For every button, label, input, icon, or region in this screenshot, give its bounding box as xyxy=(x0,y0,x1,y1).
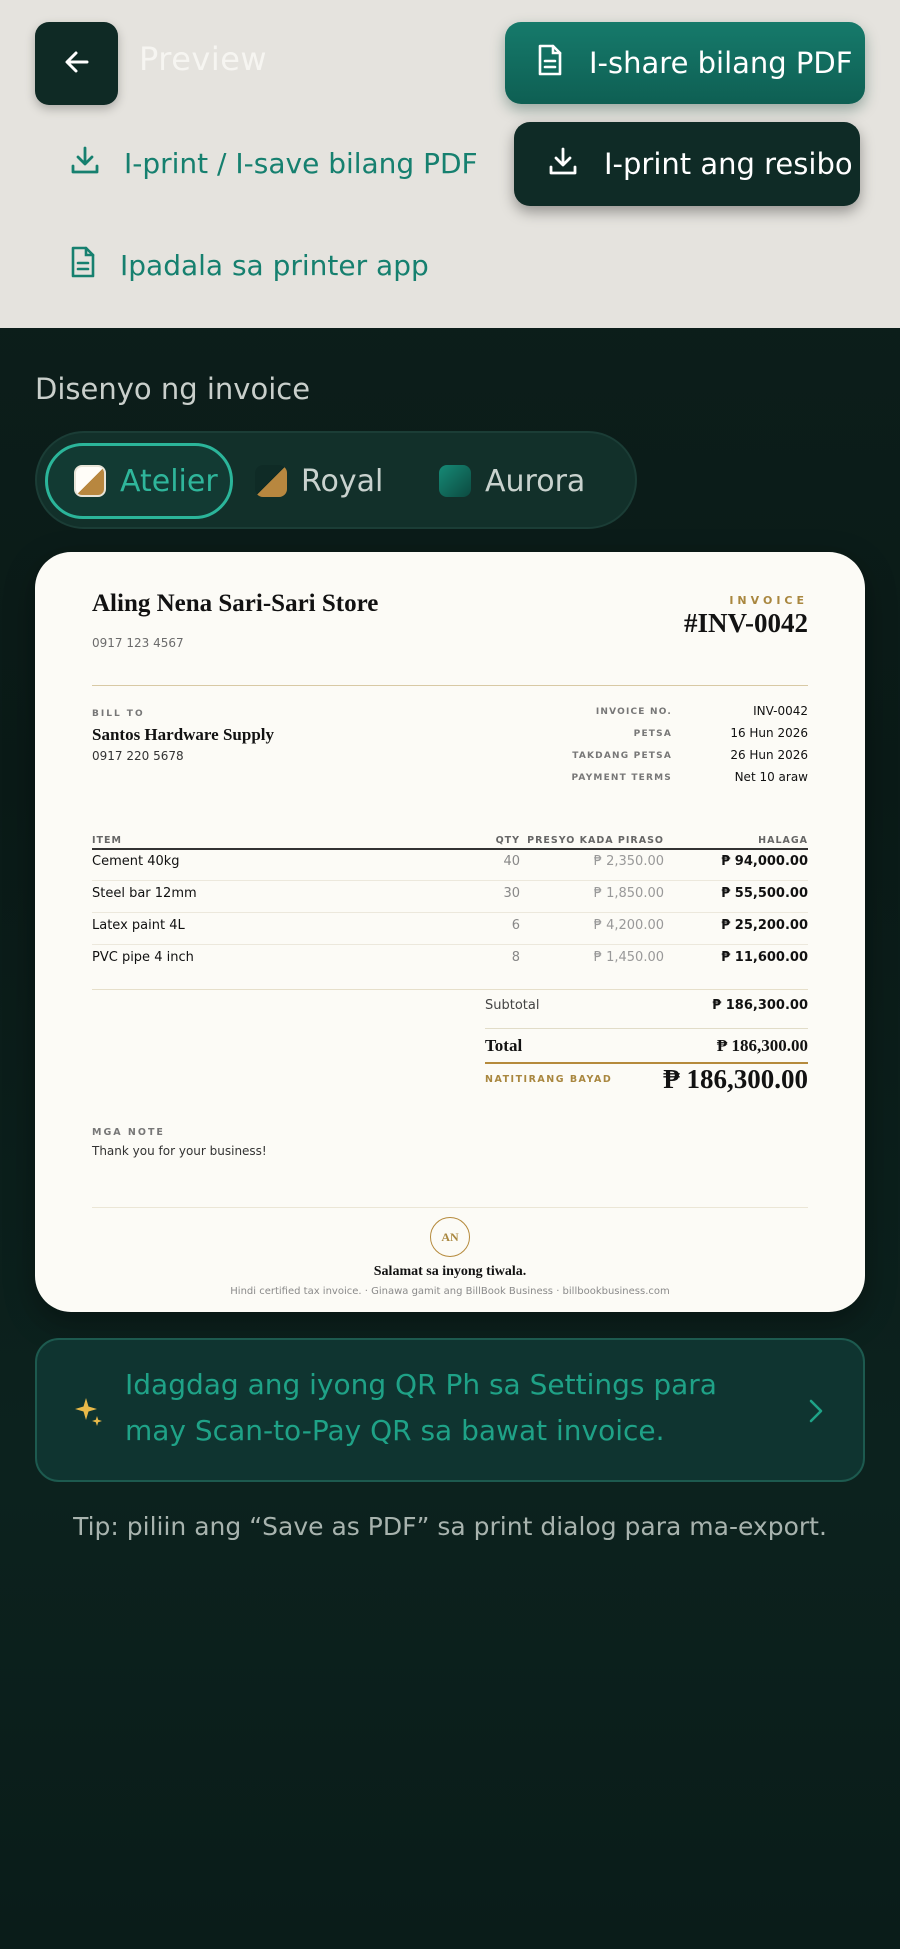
bill-to-name: Santos Hardware Supply xyxy=(92,725,275,744)
share-pdf-label: I-share bilang PDF xyxy=(589,46,853,80)
meta-value: 16 Hun 2026 xyxy=(730,726,808,740)
theme-option-label: Royal xyxy=(301,463,384,499)
item-amount: ₱ 25,200.00 xyxy=(721,918,808,933)
item-amount: ₱ 94,000.00 xyxy=(721,854,808,869)
item-name: Cement 40kg xyxy=(92,854,180,869)
atelier-swatch-icon xyxy=(74,465,106,497)
item-name: PVC pipe 4 inch xyxy=(92,950,194,965)
item-amount: ₱ 55,500.00 xyxy=(721,886,808,901)
notes-text: Thank you for your business! xyxy=(92,1144,267,1158)
invoice-preview xyxy=(35,552,865,1312)
item-qty: 6 xyxy=(511,918,520,933)
item-price: ₱ 1,450.00 xyxy=(593,950,664,965)
subtotal-label: Subtotal xyxy=(485,998,540,1013)
design-section-label: Disenyo ng invoice xyxy=(35,372,311,406)
header-divider xyxy=(92,685,808,686)
total-rule xyxy=(485,1028,808,1029)
meta-value: INV-0042 xyxy=(753,704,808,718)
column-header-price: PRESYO KADA PIRASO xyxy=(527,835,664,846)
printer-app-label: Ipadala sa printer app xyxy=(120,249,429,282)
invoice-number: #INV-0042 xyxy=(684,608,808,638)
business-phone: 0917 123 4567 xyxy=(92,636,184,650)
item-price: ₱ 1,850.00 xyxy=(593,886,664,901)
meta-key: INVOICE NO. xyxy=(595,707,672,717)
footer-divider xyxy=(92,1207,808,1208)
bill-to-label: BILL TO xyxy=(92,709,145,719)
theme-option-aurora[interactable] xyxy=(421,443,621,519)
document-icon xyxy=(537,44,563,83)
items-end-rule xyxy=(92,989,808,990)
table-row xyxy=(92,849,808,881)
document-icon xyxy=(70,246,96,285)
total-value: ₱ 186,300.00 xyxy=(716,1036,808,1055)
download-icon xyxy=(548,146,578,183)
column-header-item: ITEM xyxy=(92,835,122,846)
item-qty: 30 xyxy=(503,886,520,901)
item-qty: 40 xyxy=(503,854,520,869)
meta-row-due-date xyxy=(435,748,808,766)
chevron-right-icon xyxy=(807,1396,825,1430)
meta-key: PETSA xyxy=(633,729,672,739)
item-price: ₱ 4,200.00 xyxy=(593,918,664,933)
aurora-swatch-icon xyxy=(439,465,471,497)
print-receipt-button[interactable] xyxy=(514,122,860,206)
item-price: ₱ 2,350.00 xyxy=(593,854,664,869)
table-row xyxy=(92,945,808,977)
theme-option-label: Atelier xyxy=(120,463,218,499)
business-monogram: AN xyxy=(430,1217,470,1257)
back-button[interactable] xyxy=(35,22,118,105)
export-tip: Tip: piliin ang “Save as PDF” sa print dialog para ma-export. xyxy=(73,1512,827,1541)
print-save-pdf-label: I-print / I-save bilang PDF xyxy=(124,147,478,180)
item-amount: ₱ 11,600.00 xyxy=(721,950,808,965)
meta-value: Net 10 araw xyxy=(734,770,808,784)
meta-row-date xyxy=(435,726,808,744)
table-row xyxy=(92,881,808,913)
meta-key: TAKDANG PETSA xyxy=(572,751,672,761)
theme-option-label: Aurora xyxy=(485,463,586,499)
item-name: Steel bar 12mm xyxy=(92,886,197,901)
meta-key: PAYMENT TERMS xyxy=(571,773,672,783)
send-to-printer-app-button[interactable] xyxy=(70,246,429,285)
arrow-left-icon xyxy=(61,46,93,82)
qr-banner-text: Idagdag ang iyong QR Ph sa Settings para may Scan-to-Pay QR sa bawat invoice. xyxy=(125,1368,717,1447)
column-header-amount: HALAGA xyxy=(758,835,808,846)
page-title: Preview xyxy=(139,40,268,78)
print-save-pdf-button[interactable] xyxy=(70,145,478,182)
notes-label: MGA NOTE xyxy=(92,1127,165,1138)
business-name: Aling Nena Sari-Sari Store xyxy=(92,590,379,617)
qr-ph-setup-banner[interactable] xyxy=(35,1338,865,1482)
balance-due-value: ₱ 186,300.00 xyxy=(663,1064,808,1094)
invoice-label: INVOICE xyxy=(729,594,808,607)
theme-option-atelier[interactable] xyxy=(45,443,233,519)
meta-row-invoice-no xyxy=(435,704,808,722)
royal-swatch-icon xyxy=(255,465,287,497)
download-icon xyxy=(70,145,100,182)
table-row xyxy=(92,913,808,945)
bill-to-phone: 0917 220 5678 xyxy=(92,749,184,763)
meta-row-payment-terms xyxy=(435,770,808,788)
meta-value: 26 Hun 2026 xyxy=(730,748,808,762)
footer-fine-print: Hindi certified tax invoice. · Ginawa gamit ang BillBook Business · billbookbusiness.com xyxy=(230,1286,670,1297)
sparkle-icon xyxy=(75,1396,103,1430)
theme-picker xyxy=(35,431,637,529)
theme-option-royal[interactable] xyxy=(237,443,407,519)
top-action-bar xyxy=(0,0,900,328)
column-header-qty: QTY xyxy=(495,835,520,846)
share-pdf-button[interactable] xyxy=(505,22,865,104)
balance-due-label: NATITIRANG BAYAD xyxy=(485,1074,613,1085)
subtotal-value: ₱ 186,300.00 xyxy=(712,998,808,1013)
total-label: Total xyxy=(485,1036,523,1055)
thanks-message: Salamat sa inyong tiwala. xyxy=(373,1264,527,1279)
print-receipt-label: I-print ang resibo xyxy=(604,147,853,181)
item-name: Latex paint 4L xyxy=(92,918,185,933)
item-qty: 8 xyxy=(511,950,520,965)
